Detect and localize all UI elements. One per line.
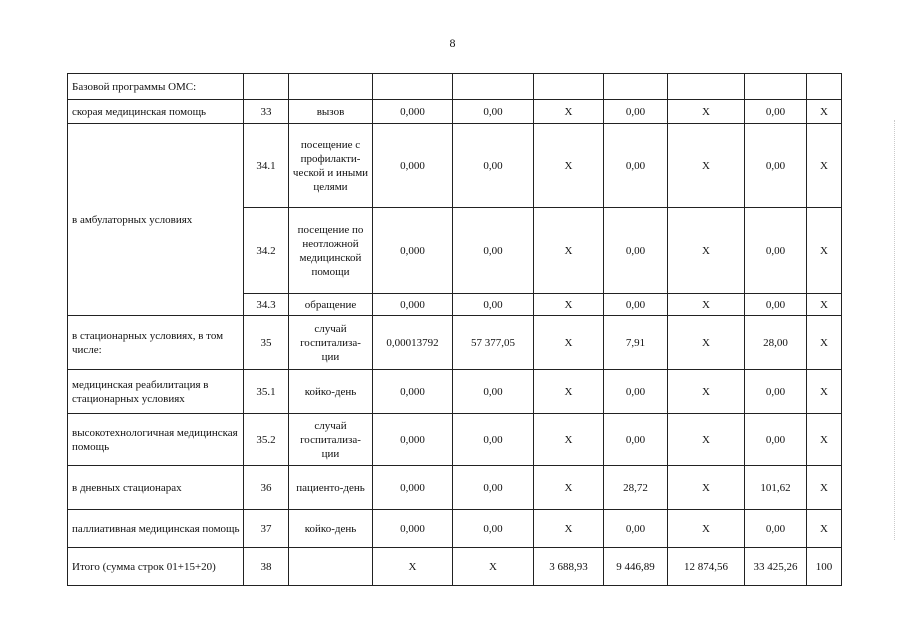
cell-value: 0,00 [453,414,534,466]
row-number: 35.1 [244,370,289,414]
cell-value: 12 874,56 [668,548,745,586]
cell-value: 0,00 [745,414,807,466]
cell-value: 57 377,05 [453,316,534,370]
cell-value: X [807,466,842,510]
cell-value: X [534,100,604,124]
row-number: 36 [244,466,289,510]
cell-value: 0,000 [373,100,453,124]
table-row [68,414,842,466]
cell-value: X [668,100,745,124]
cell-value: X [807,316,842,370]
cell-empty [745,74,807,100]
cell-value: 7,91 [604,316,668,370]
cell-value: X [807,208,842,294]
cell-value: X [807,100,842,124]
cell-value: 0,00 [745,510,807,548]
row-number: 34.3 [244,294,289,316]
cell-value: X [668,414,745,466]
cell-empty [289,74,373,100]
cell-value: 0,00 [453,510,534,548]
row-name: медицинская реабилитация в стационарных условиях [68,370,244,414]
cell-value: X [534,510,604,548]
row-unit: койко-день [289,510,373,548]
cell-value: 0,00 [604,124,668,208]
cell-empty [668,74,745,100]
cell-value: 0,00 [453,100,534,124]
table-row [68,466,842,510]
cell-value: X [668,510,745,548]
row-name: в стационарных условиях, в том числе: [68,316,244,370]
page-number: 8 [449,36,456,50]
row-unit: посещение с профилакти-ческой и иными целями [289,124,373,208]
cell-value: 0,00 [453,466,534,510]
row-unit: пациенто-день [289,466,373,510]
table-row [68,370,842,414]
cell-empty [807,74,842,100]
cell-value: X [668,370,745,414]
cell-value: X [534,466,604,510]
cell-value: X [807,294,842,316]
cell-value: X [534,414,604,466]
row-number: 35 [244,316,289,370]
cell-value: 28,00 [745,316,807,370]
table-row-total [68,548,842,586]
cell-value: X [534,370,604,414]
cell-value: X [534,316,604,370]
cell-empty [453,74,534,100]
cell-value: X [668,294,745,316]
cell-value: X [534,124,604,208]
cell-value: 0,00 [604,414,668,466]
cell-value: 0,000 [373,370,453,414]
cell-value: 0,00 [745,208,807,294]
cell-value: 0,00 [745,370,807,414]
oms-table [67,73,842,586]
cell-value: 0,00 [604,208,668,294]
cell-value: 0,000 [373,466,453,510]
row-number: 37 [244,510,289,548]
cell-value: X [534,294,604,316]
cell-value: X [373,548,453,586]
cell-value: 100 [807,548,842,586]
cell-value: 0,000 [373,414,453,466]
row-unit: обращение [289,294,373,316]
header-row-label: Базовой программы ОМС: [68,74,244,100]
cell-value: 0,00 [604,294,668,316]
row-name: высокотехнологичная медицинская помощь [68,414,244,466]
row-number: 38 [244,548,289,586]
cell-value: 0,00 [453,370,534,414]
row-unit: случай госпитализа-ции [289,316,373,370]
cell-value: 0,00 [745,100,807,124]
cell-value: X [807,414,842,466]
row-unit: вызов [289,100,373,124]
cell-value: 0,00 [453,124,534,208]
cell-value: X [668,208,745,294]
row-unit: случай госпитализа-ции [289,414,373,466]
cell-value: 0,00 [604,370,668,414]
cell-value: 0,00 [745,124,807,208]
row-number: 35.2 [244,414,289,466]
row-name: Итого (сумма строк 01+15+20) [68,548,244,586]
cell-value: X [668,124,745,208]
row-name: скорая медицинская помощь [68,100,244,124]
cell-value: X [453,548,534,586]
cell-value: X [534,208,604,294]
row-number: 33 [244,100,289,124]
cell-value: X [807,370,842,414]
row-name: в амбулаторных условиях [68,124,244,316]
row-unit [289,548,373,586]
cell-empty [244,74,289,100]
cell-value: 0,000 [373,510,453,548]
row-name: паллиативная медицинская помощь [68,510,244,548]
row-unit: койко-день [289,370,373,414]
cell-value: 0,00 [604,100,668,124]
cell-value: X [807,124,842,208]
cell-value: 0,000 [373,294,453,316]
table-row [68,124,842,208]
cell-value: 0,000 [373,208,453,294]
cell-value: 0,00 [453,208,534,294]
cell-value: 0,000 [373,124,453,208]
row-unit: посещение по неотложной медицинской помощи [289,208,373,294]
row-number: 34.2 [244,208,289,294]
cell-empty [534,74,604,100]
table-row [68,510,842,548]
cell-value: X [668,466,745,510]
cell-value: X [807,510,842,548]
cell-value: 101,62 [745,466,807,510]
cell-value: 28,72 [604,466,668,510]
scan-artifact [894,120,899,540]
row-number: 34.1 [244,124,289,208]
table-row [68,100,842,124]
cell-value: 0,00 [745,294,807,316]
cell-value: 0,00 [453,294,534,316]
cell-empty [604,74,668,100]
cell-value: 9 446,89 [604,548,668,586]
cell-value: 3 688,93 [534,548,604,586]
cell-empty [373,74,453,100]
cell-value: 0,00 [604,510,668,548]
cell-value: 0,00013792 [373,316,453,370]
cell-value: X [668,316,745,370]
cell-value: 33 425,26 [745,548,807,586]
table-row [68,316,842,370]
row-name: в дневных стационарах [68,466,244,510]
table-row-header [68,74,842,100]
